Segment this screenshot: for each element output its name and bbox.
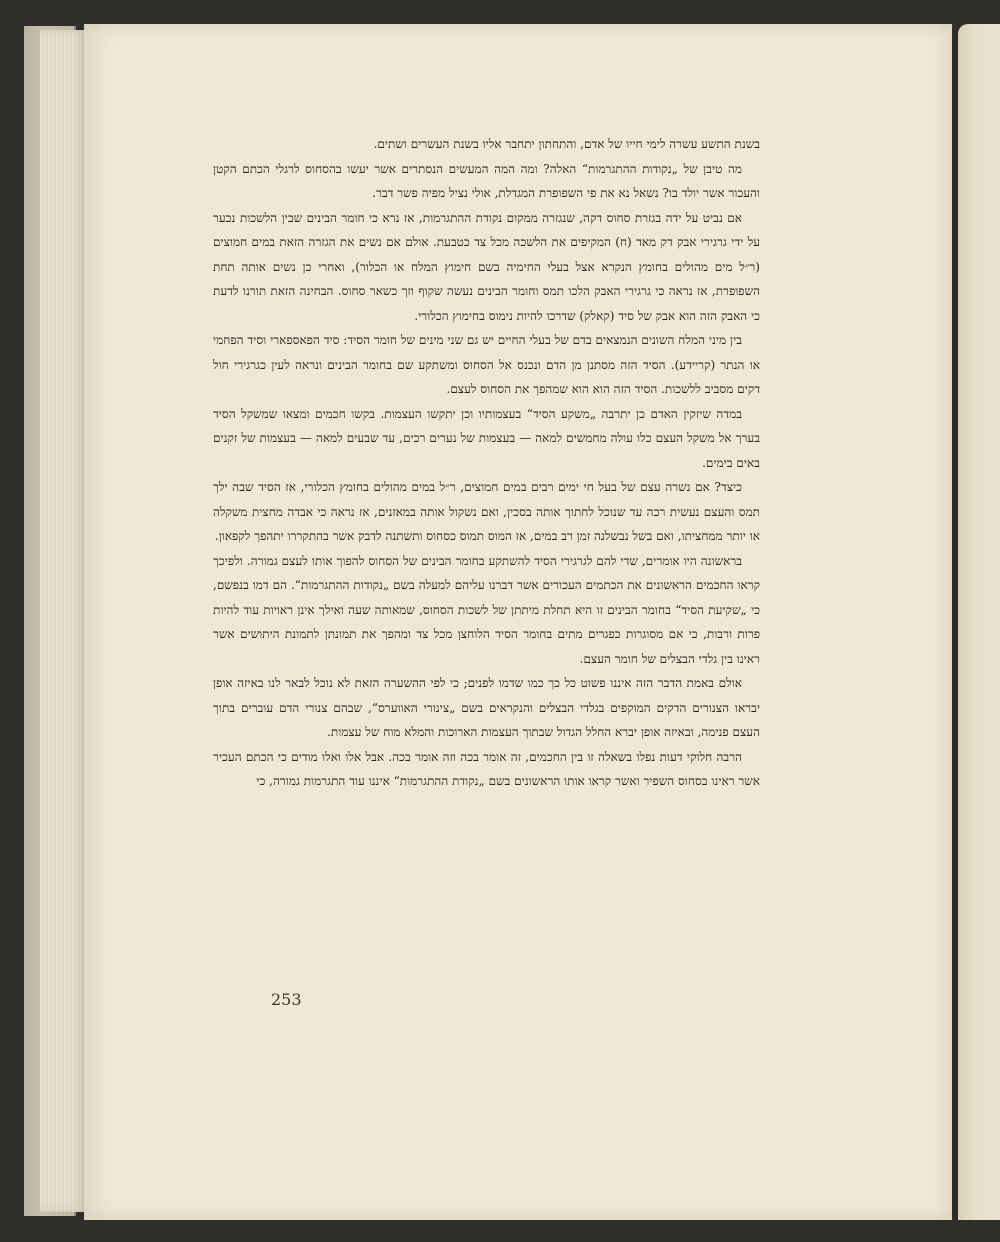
paragraph: הרבה חלוקי דעות נפלו בשאלה זו בין החכמים, זה אומר בכה וזה אומר בכה. אבל אלו ואלו מודים כי הכתם העכיר אשר ראינו בסחוס השפיר ואשר קראו אותו הראשונים בשם „נקודת ההתגרמות“ איננו עוד התגרמות גמורה, כי	[213, 749, 760, 788]
paragraph: אם נביט על ידה בגזרת סחוס דקה, שנגזרה ממקום נקודת ההתגרמות, אז נרא כי חומר הבינים שבין הלשכות נכער על ידי גרגירי אבק דק מאד (ח) המקיפים את הלשכה מכל צד כטבעת. אולם אם נשים את הגזרה הזאת במים חמוצים (ר״ל מים מהולים בחומץ הנקרא אצל בעלי החימיה בשם חימוץ המלח או הכלור), ואחרי כן נשים אותה תחת השפופרת, אז נראה כי גרגירי האבק הלכו תמס וחומר הבינים נעשה שקוף וזך כשאר סחוס. הבחינה הזאת תורנו לדעת כי האבק הזה הוא אבק של סיד (קאלק) שדרכו להיות נימוס בחימוץ הכלורי.	[213, 210, 760, 323]
paragraph: מה טיבן של „נקודות ההתגרמות“ האלה? ומה המה המעשים הנסתרים אשר יעשו בהסחוס לרגלי הכתם הקטן והעכור אשר יולד בו? נשאל נא את פי השפופרת המגדלת, אולי נציל מפיה פשר דבר.	[213, 161, 760, 200]
paragraph: בשנת התשע עשרה לימי חייו של אדם, והתחתון יתחבר אליו בשנת העשרים ושתים.	[373, 137, 760, 151]
facing-page-edge	[958, 24, 1000, 1220]
paragraph: בראשונה היו אומרים, שדי להם לגרגירי הסיד להשתקע בחומר הבינים של הסחוס להפוך אותו לעצם גמורה. ולפיכך קראו החכמים הראשונים את הכתמים העכורים אשר דברנו עליהם למעלה בשם „נקודות ההתגרמות“. הם דמו בנפשם, כי „שקיעת הסיד“ בחומר הבינים זו היא תחלת מיתתן של לשכות הסחוס, שמאותה שעה ואילך אינן ראויות עוד להיות פרות ורבות, כי אם מסוגרות כפגרים מתים בחומר הסיד הלוחצן מכל צד ומהפך את תמונתן לתמונת היתושים אשר ראינו בין גלדי הבצלים של חומר העצם.	[213, 553, 760, 666]
paragraph: כיצד? אם נשרה עצם של בעל חי ימים רבים במים חמוצים, ר״ל במים מהולים בחומץ הכלורי, אז הסיד שבה ילך תמס והעצם נעשית רכה עד שנוכל לחתוך אותה בסכין, ואם נשקול אותה במאזנים, אז נראה כי אבדה מחצית משקלה או יותר ממחציתו, ואם בשל נבשלנה זמן רב במים, אז המוס תמוס כסחוס ותשתנה לדבק אשר בהתקררו יתהפך לקפאון.	[213, 480, 760, 543]
paragraph: במדה שיזקין האדם כן יתרבה „משקע הסיד“ בעצמותיו וכן יתקשו העצמות. בקשו חכמים ומצאו שמשקל הסיד בערך אל משקל העצם כלו עולה מחמשים למאה — בעצמות של נערים רכים, עד שבעים למאה — בעצמות של זקנים באים בימים.	[213, 406, 760, 470]
page-stack-edges	[40, 30, 86, 1212]
paragraph: אולם באמת הדבר הזה איננו פשוט כל כך כמו שדמו לפנים; כי לפי ההשערה הזאת לא נוכל לבאר לנו באיזה אופן יבראו הצנורים הדקים המוקפים בגלדי הבצלים והנקראים בשם „צינורי האווערס“, שבהם צנורי הדם עוברים בתוך העצם פנימה, ובאיזה אופן יברא החלל הגדול שבתוך העצמות הארוכות והמלא מוח של עצמות.	[213, 676, 760, 739]
paragraph: בין מיני המלח השונים הנמצאים בדם של בעלי החיים יש גם שני מינים של חומר הסיד: סיד הפאספארי וסיד הפחמי או הנתר (קריידע). הסיד הזה מסתנן מן הדם ונכנס אל הסחוס ומשתקע שם בחומר הבינים ונראה לעין כגרגירי חול דקים מסביב ללשכות. הסיד הזה הוא הוא שמהפך את הסחוס לעצם.	[213, 333, 760, 396]
page-number: 253	[271, 990, 302, 1009]
page-text	[213, 132, 760, 794]
